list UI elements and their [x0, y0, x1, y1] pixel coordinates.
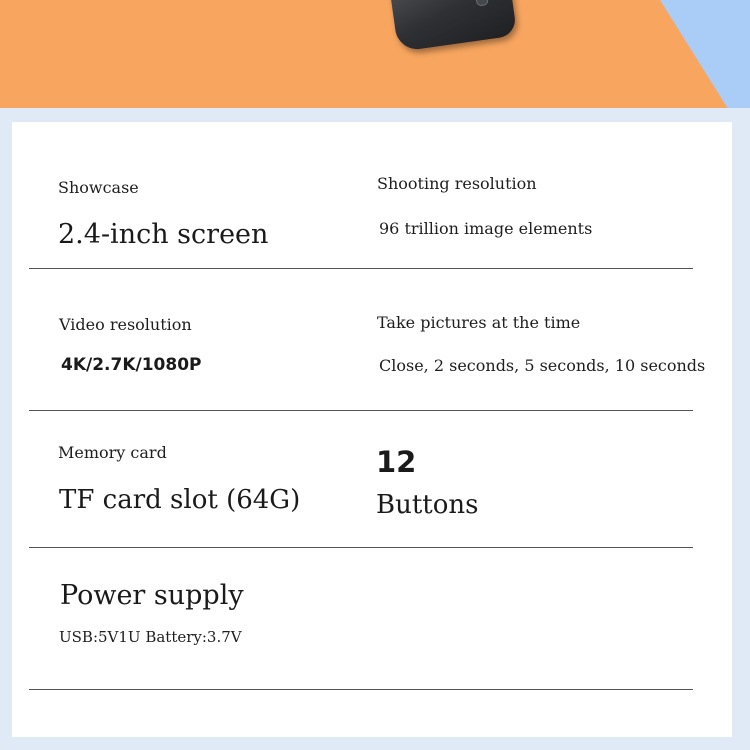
camera-device-image [387, 0, 518, 52]
buttons-count: 12 [376, 445, 417, 479]
divider-2 [29, 410, 693, 411]
showcase-value: 2.4-inch screen [58, 219, 269, 250]
shooting-resolution-value: 96 trillion image elements [379, 219, 593, 238]
memory-card-label: Memory card [58, 443, 167, 462]
banner-blue-stripe [660, 0, 750, 108]
top-banner [0, 0, 750, 108]
power-supply-value: USB:5V1U Battery:3.7V [59, 628, 242, 646]
divider-1 [29, 268, 693, 269]
spec-card [12, 122, 732, 737]
showcase-label: Showcase [58, 178, 139, 197]
video-resolution-value: 4K/2.7K/1080P [61, 355, 202, 375]
take-pictures-value: Close, 2 seconds, 5 seconds, 10 seconds [379, 356, 706, 375]
power-supply-label: Power supply [60, 580, 244, 611]
shooting-resolution-label: Shooting resolution [377, 174, 537, 193]
video-resolution-label: Video resolution [59, 315, 192, 334]
divider-3 [29, 547, 693, 548]
divider-4 [29, 689, 693, 690]
buttons-label: Buttons [376, 490, 479, 520]
take-pictures-label: Take pictures at the time [377, 313, 581, 332]
memory-card-value: TF card slot (64G) [59, 485, 301, 515]
